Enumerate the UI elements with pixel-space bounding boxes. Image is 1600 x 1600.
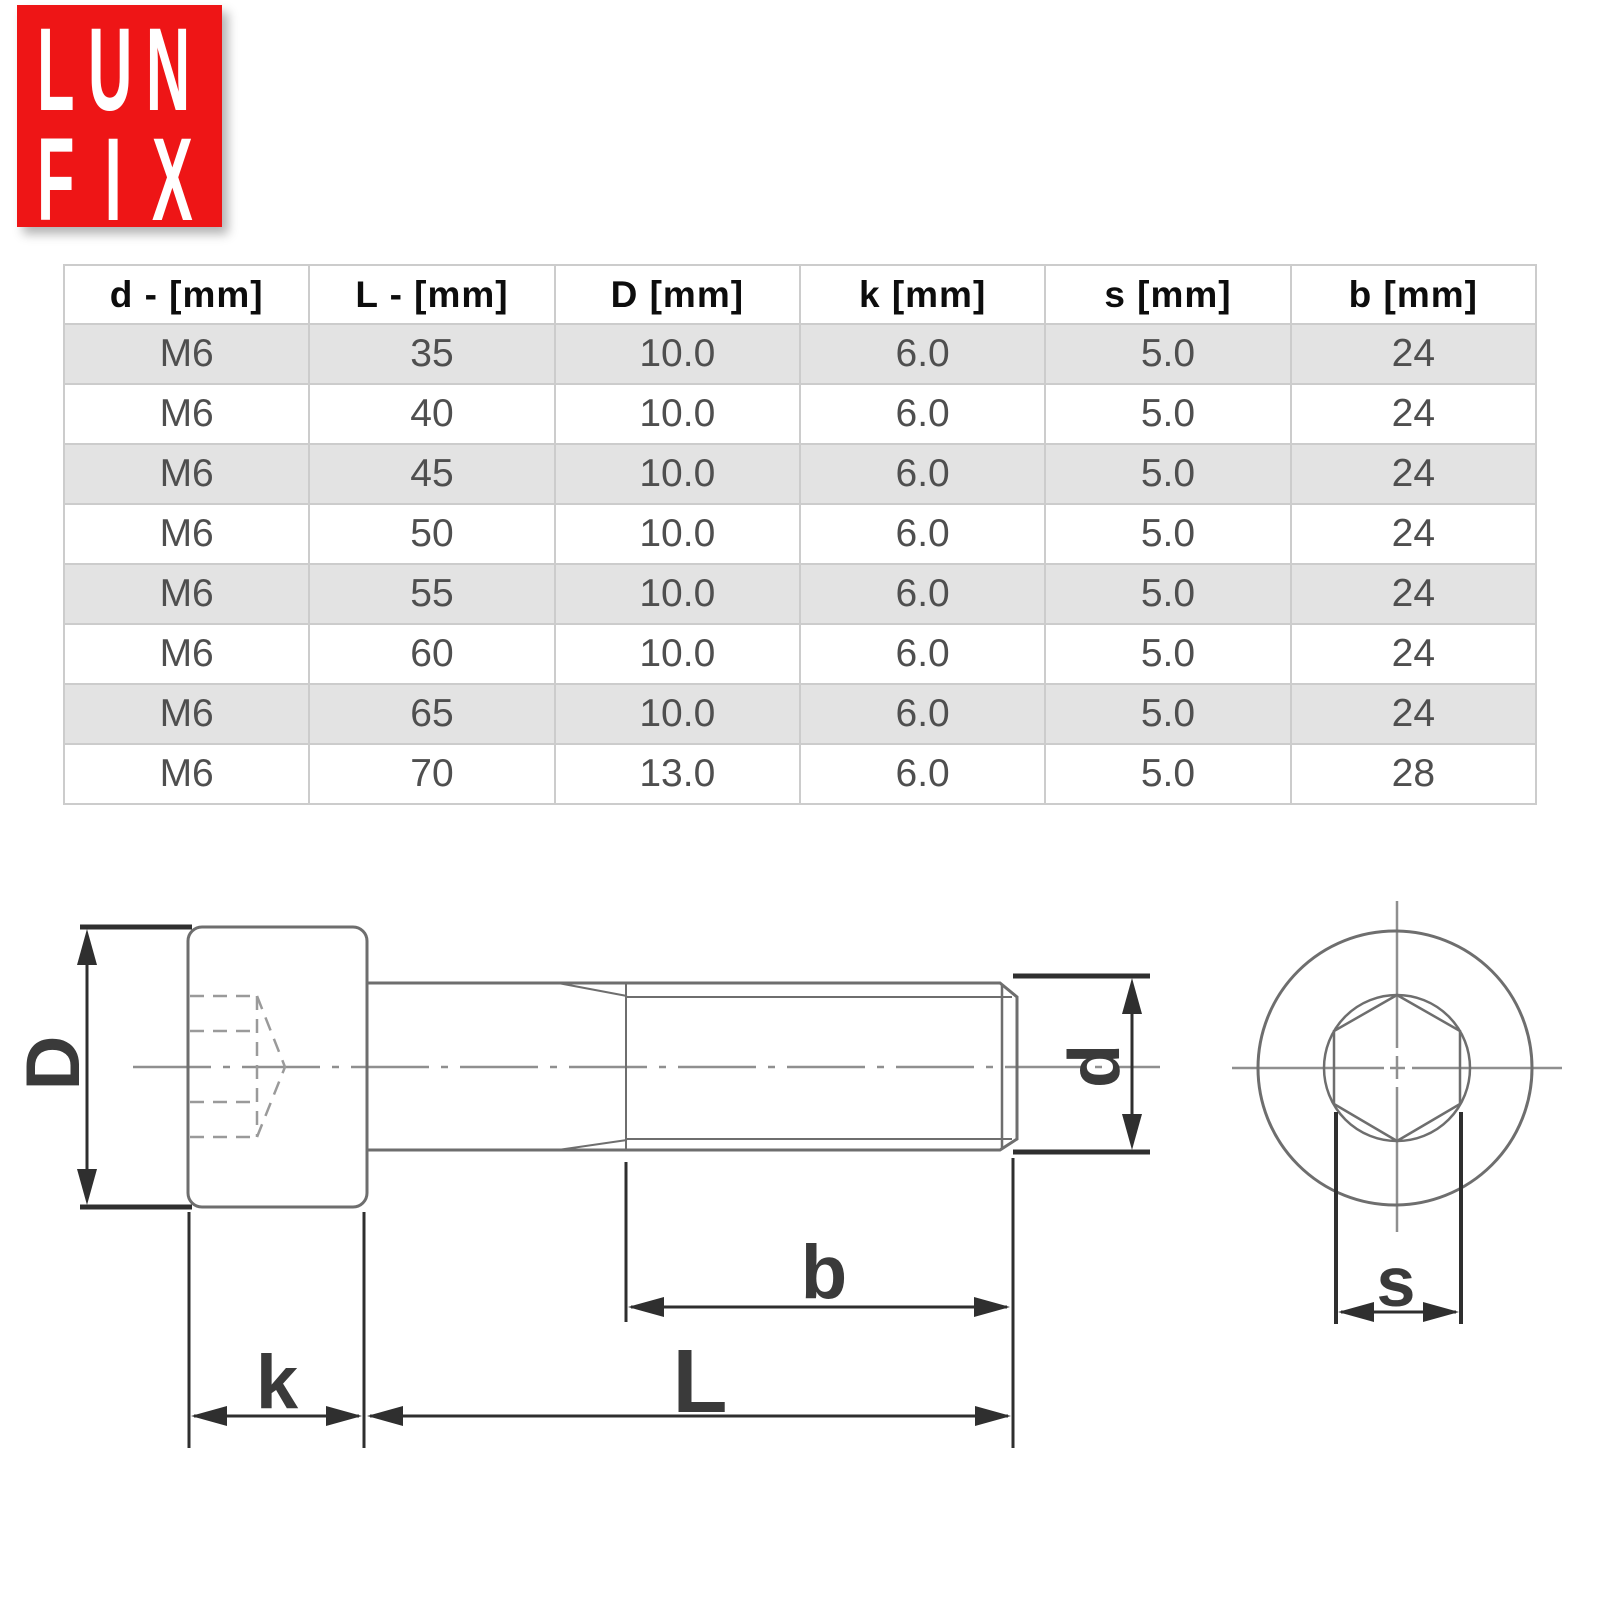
table-cell: 5.0 (1045, 564, 1290, 624)
brand-logo-line2: FIX (37, 114, 223, 246)
table-cell: M6 (64, 744, 309, 804)
table-cell: M6 (64, 564, 309, 624)
table-cell: 6.0 (800, 444, 1045, 504)
table-cell: 6.0 (800, 744, 1045, 804)
table-cell: 10.0 (555, 624, 800, 684)
table-cell: 5.0 (1045, 384, 1290, 444)
end-view-centerlines (1232, 901, 1562, 1232)
table-cell: 28 (1291, 744, 1536, 804)
table-cell: 24 (1291, 324, 1536, 384)
table-cell: M6 (64, 324, 309, 384)
table-cell: 5.0 (1045, 744, 1290, 804)
table-cell: 10.0 (555, 444, 800, 504)
table-cell: 6.0 (800, 564, 1045, 624)
table-cell: 10.0 (555, 504, 800, 564)
column-header: D [mm] (555, 265, 800, 324)
table-cell: 6.0 (800, 624, 1045, 684)
column-header: k [mm] (800, 265, 1045, 324)
table-cell: 45 (309, 444, 554, 504)
table-cell: 10.0 (555, 684, 800, 744)
table-cell: M6 (64, 624, 309, 684)
table-cell: 10.0 (555, 564, 800, 624)
table-cell: 24 (1291, 504, 1536, 564)
label-d: d (1055, 1044, 1135, 1088)
table-cell: 5.0 (1045, 684, 1290, 744)
table-cell: 35 (309, 324, 554, 384)
table-cell: 65 (309, 684, 554, 744)
label-D: D (11, 1035, 96, 1091)
table-cell: 10.0 (555, 324, 800, 384)
table-cell: 5.0 (1045, 324, 1290, 384)
label-k: k (255, 1340, 299, 1425)
table-cell: 6.0 (800, 384, 1045, 444)
table-cell: 40 (309, 384, 554, 444)
column-header: b [mm] (1291, 265, 1536, 324)
table-cell: 13.0 (555, 744, 800, 804)
table-cell: 6.0 (800, 324, 1045, 384)
table-cell: 55 (309, 564, 554, 624)
label-L: L (672, 1332, 728, 1432)
table-cell: M6 (64, 504, 309, 564)
end-view (1232, 901, 1562, 1232)
table-cell: M6 (64, 684, 309, 744)
table-cell: 60 (309, 624, 554, 684)
brand-logo-line1: LUN (37, 4, 204, 136)
table-cell: 24 (1291, 564, 1536, 624)
table-cell: 24 (1291, 684, 1536, 744)
table-cell: 24 (1291, 444, 1536, 504)
table-cell: 50 (309, 504, 554, 564)
column-header: L - [mm] (309, 265, 554, 324)
table-cell: 5.0 (1045, 444, 1290, 504)
table-cell: 5.0 (1045, 504, 1290, 564)
column-header: d - [mm] (64, 265, 309, 324)
table-cell: 5.0 (1045, 624, 1290, 684)
table-cell: M6 (64, 384, 309, 444)
table-cell: 70 (309, 744, 554, 804)
table-cell: 24 (1291, 624, 1536, 684)
label-s: s (1376, 1243, 1416, 1321)
column-header: s [mm] (1045, 265, 1290, 324)
table-cell: 24 (1291, 384, 1536, 444)
table-cell: M6 (64, 444, 309, 504)
table-cell: 10.0 (555, 384, 800, 444)
table-cell: 6.0 (800, 684, 1045, 744)
label-b: b (800, 1230, 848, 1315)
side-view (133, 927, 1160, 1207)
table-cell: 6.0 (800, 504, 1045, 564)
